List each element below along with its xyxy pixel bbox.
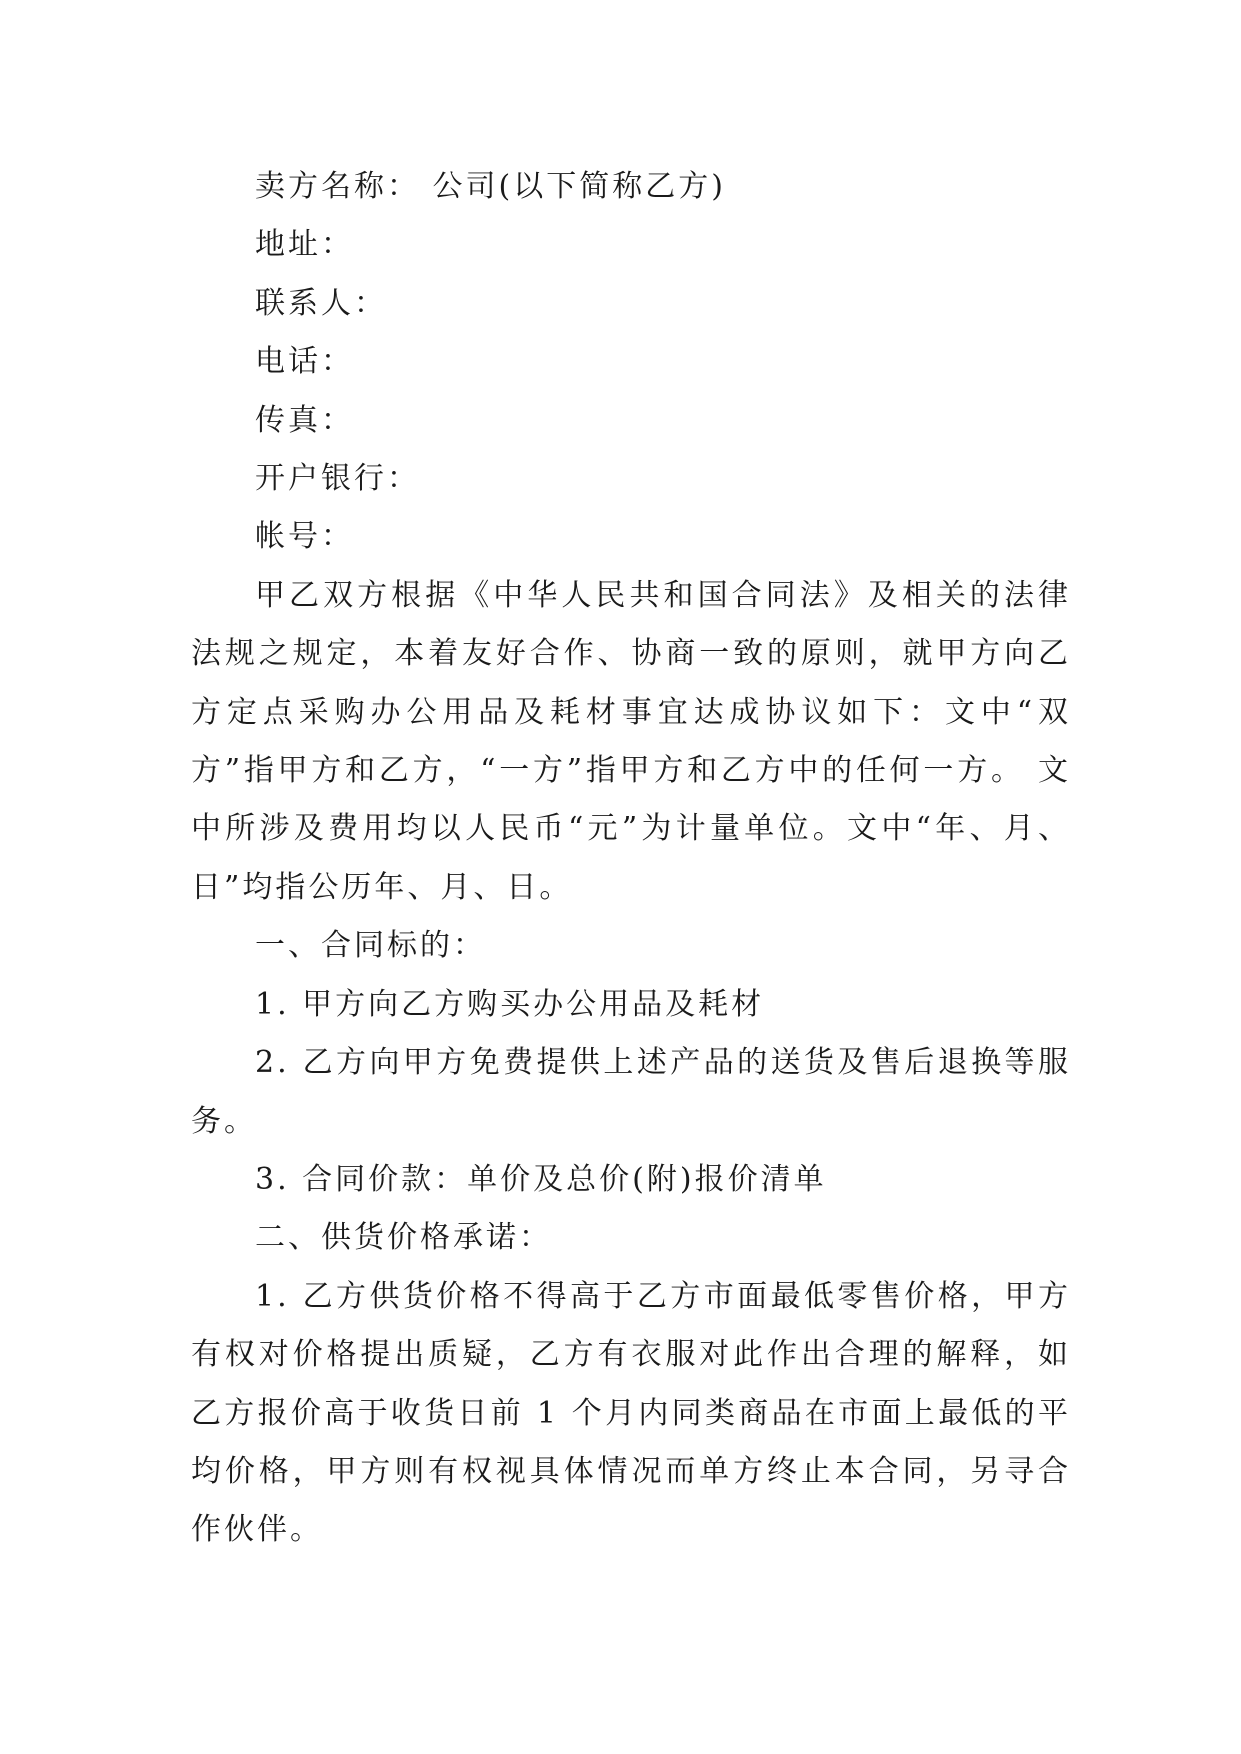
document-body [191,158,1071,1560]
seller-bank: 开户银行： [255,461,420,497]
seller-fax: 传真： [255,402,354,438]
section2-item: 1. 乙方供货价格不得高于乙方市面最低零售价格，甲方有权对价格提出质疑，乙方有衣服对此作出合理的解释，如乙方报价高于收货日前 1 个月内同类商品在市面上最低的平均价格，甲方则有权视具体情况而单方终止本合同，另寻合作伙伴。 [191,1278,1071,1548]
section1-item: 3. 合同价款：单价及总价(附)报价清单 [255,1161,827,1197]
seller-contact: 联系人： [255,285,387,321]
section2-heading: 二、供货价格承诺： [255,1220,552,1256]
seller-name-line: 卖方名称： 公司(以下简称乙方) [255,169,726,204]
section1-item: 2. 乙方向甲方免费提供上述产品的送货及售后退换等服务。 [191,1045,1071,1139]
seller-phone: 电话： [255,344,354,380]
section1-heading: 一、合同标的： [255,928,486,964]
seller-address: 地址： [255,227,354,263]
seller-account: 帐号： [255,519,354,555]
section1-item: 1. 甲方向乙方购买办公用品及耗材 [255,986,765,1022]
intro-paragraph: 甲乙双方根据《中华人民共和国合同法》及相关的法律法规之规定，本着友好合作、协商一致的原则，就甲方向乙方定点采购办公用品及耗材事宜达成协议如下：文中“双方”指甲方和乙方，“一方”指甲方和乙方中的任何一方。 文中所涉及费用均以人民币“元”为计量单位。文中“年、月、日”均指公历年、月、日。 [191,577,1071,905]
